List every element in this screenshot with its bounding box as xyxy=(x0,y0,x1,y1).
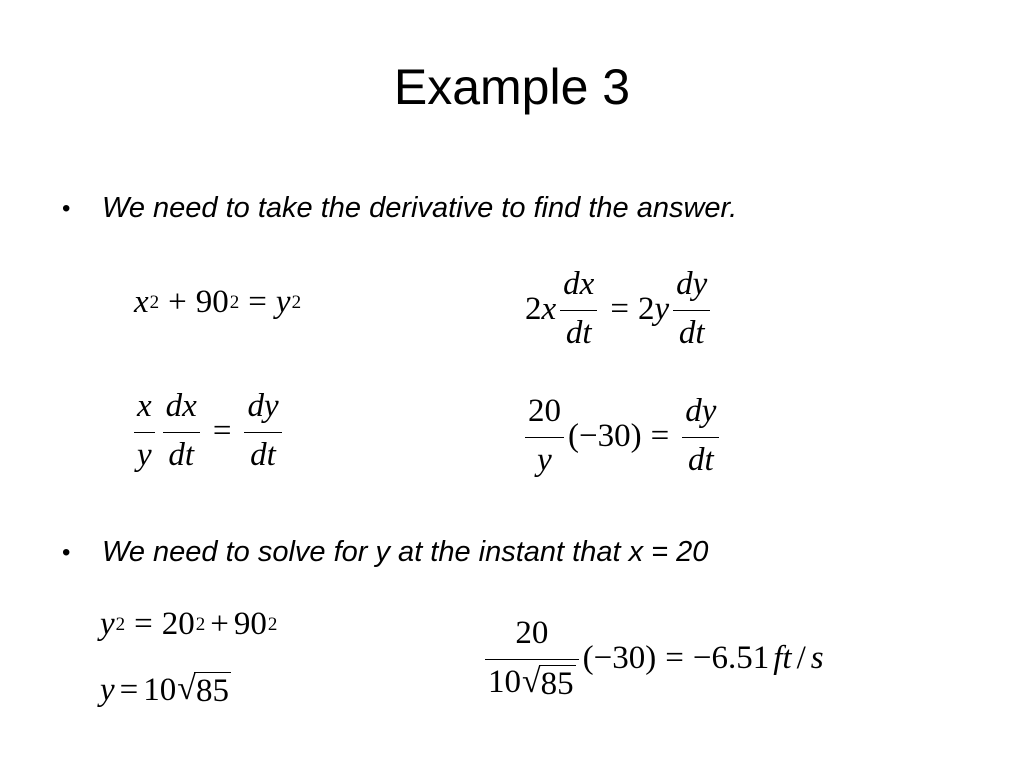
eq-operator: = xyxy=(212,412,232,449)
fraction-bar xyxy=(682,437,719,438)
slide-title: Example 3 xyxy=(393,59,631,115)
equation-rate-relation xyxy=(130,388,286,475)
square-root xyxy=(177,672,231,709)
eq-term: 10 xyxy=(488,663,521,700)
eq-operator: = xyxy=(610,290,629,327)
radicand: 85 xyxy=(540,665,574,702)
bullet-marker: • xyxy=(62,539,71,566)
eq-operator: + xyxy=(168,284,187,320)
eq-term: y xyxy=(100,671,115,708)
eq-term: (−30) xyxy=(582,639,657,676)
fraction-numerator: dy xyxy=(247,388,279,424)
bullet-marker: • xyxy=(62,195,71,222)
eq-operator: / xyxy=(796,639,806,676)
fraction-denominator: dt xyxy=(565,314,592,351)
eq-unit: s xyxy=(810,639,824,676)
fraction-bar xyxy=(485,659,579,660)
eq-term: y xyxy=(654,290,670,327)
fraction-numerator: dx xyxy=(165,388,197,424)
fraction-bar xyxy=(163,432,200,433)
eq-fraction xyxy=(163,388,200,475)
eq-unit: ft xyxy=(773,639,792,676)
eq-operator: = xyxy=(248,284,267,320)
fraction-denominator: dt xyxy=(678,314,705,351)
radical-sign: √ xyxy=(177,670,196,707)
fraction-numerator: 20 xyxy=(515,615,549,651)
fraction-numerator: dx xyxy=(563,266,595,302)
eq-term: 2 xyxy=(525,290,542,327)
eq-term: 90 xyxy=(195,284,229,320)
eq-fraction xyxy=(244,388,281,475)
bullet-item-solve-y xyxy=(62,538,708,568)
bullet-item-derivative xyxy=(62,194,737,224)
fraction-numerator: dy xyxy=(676,266,708,302)
eq-term: 90 xyxy=(233,606,267,642)
equation-y-value xyxy=(100,672,231,709)
fraction-denominator xyxy=(485,664,579,702)
eq-fraction xyxy=(560,266,597,353)
eq-term: 2 xyxy=(637,290,655,327)
fraction-denominator: dt xyxy=(250,436,276,473)
equation-final-answer xyxy=(481,615,824,702)
eq-fraction xyxy=(673,266,710,353)
eq-operator: = xyxy=(134,606,153,642)
fraction-denominator: y xyxy=(137,436,152,473)
fraction-numerator: 20 xyxy=(528,393,561,429)
fraction-bar xyxy=(134,432,155,433)
equation-differentiated xyxy=(525,266,714,353)
fraction-denominator: y xyxy=(537,441,552,478)
bullet-text: We need to take the derivative to find the answer. xyxy=(102,192,738,224)
radical-sign: √ xyxy=(522,662,541,700)
fraction-bar xyxy=(525,437,564,438)
eq-term: 10 xyxy=(143,671,177,708)
fraction-denominator: dt xyxy=(168,436,195,473)
eq-term: y xyxy=(275,284,291,320)
eq-fraction xyxy=(682,393,719,480)
eq-operator: = xyxy=(119,671,139,708)
eq-result: −6.51 xyxy=(692,639,770,676)
eq-term: 20 xyxy=(161,606,195,642)
eq-fraction xyxy=(525,393,564,480)
eq-operator: = xyxy=(665,639,684,676)
eq-fraction xyxy=(485,615,579,702)
eq-term: x xyxy=(134,284,149,320)
radicand: 85 xyxy=(195,673,229,709)
eq-fraction xyxy=(134,388,155,475)
fraction-bar xyxy=(673,310,710,311)
eq-operator: + xyxy=(210,606,229,642)
fraction-numerator: x xyxy=(137,388,152,424)
fraction-bar xyxy=(244,432,281,433)
eq-term: y xyxy=(100,606,115,642)
equation-solve-y-squared: y 2 = 20 2 + 90 2 xyxy=(100,606,278,642)
eq-term: x xyxy=(541,290,557,327)
square-root xyxy=(522,662,576,702)
bullet-text: We need to solve for y at the instant that x = 20 xyxy=(102,536,709,568)
eq-operator: = xyxy=(650,417,670,454)
eq-term: (−30) xyxy=(568,417,642,454)
fraction-denominator: dt xyxy=(687,441,714,478)
equation-substituted xyxy=(521,393,723,480)
fraction-bar xyxy=(560,310,597,311)
equation-pythagorean: x 2 + 90 2 = y 2 xyxy=(134,284,302,320)
fraction-numerator: dy xyxy=(685,393,717,429)
